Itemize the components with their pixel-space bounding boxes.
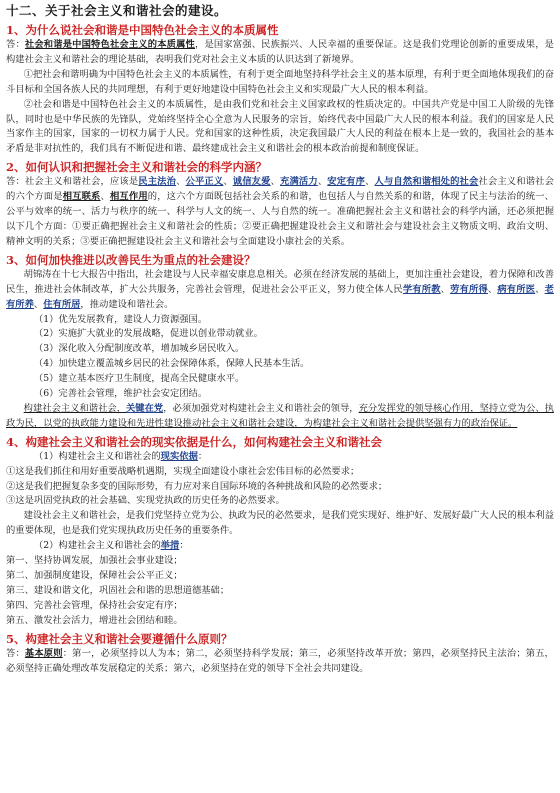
q3-goal: 老有所养 bbox=[6, 283, 554, 310]
separator: 、 bbox=[440, 283, 451, 295]
q3-paragraph-1 bbox=[6, 268, 554, 313]
q2-feature: 公平正义 bbox=[185, 176, 224, 188]
q5-heading: 5、构建社会主义和谐社会要遵循什么原则？ bbox=[6, 631, 233, 646]
q3-text: ，必须加强党对构建社会主义和谐社会的领导， bbox=[163, 402, 359, 414]
q3-goal: 住有所居 bbox=[43, 298, 81, 310]
q4-reason: ③这是巩固党执政的社会基础、实现党执政的历史任务的必然要求。 bbox=[6, 495, 285, 507]
q4-text: （1）构建社会主义和谐社会的 bbox=[33, 450, 161, 462]
q4-subheading-2 bbox=[6, 539, 554, 554]
q4-mission: 建设社会主义和谐社会，是我们党坚持立党为公、执政为民的必然要求，是我们党实现好、维护好、发展好最广大人民的根本利益的重要体现，也是我们党实现执政历史任务的重要条件。 bbox=[6, 510, 554, 537]
separator: 、 bbox=[317, 176, 328, 188]
q3-item: （3）深化收入分配制度改革，增加城乡居民收入。 bbox=[33, 343, 245, 355]
q4-measure: 第五、激发社会活力，增进社会团结和睦。 bbox=[6, 614, 183, 626]
q4-key: 现实依据 bbox=[160, 450, 198, 462]
separator: 、 bbox=[365, 176, 375, 188]
q1-paragraph-1: ①把社会和谐明确为中国特色社会主义的本质属性，有利于更全面地坚持科学社会主义的基本原理，有利于更全面地体现我们的奋斗目标和全国各族人民的共同理想，有利于更好地建设中国特色社会主义和实现最广大人民的根本利益。 bbox=[6, 68, 554, 95]
q2-link-2: 相互作用 bbox=[109, 191, 148, 203]
q3-text-underlined: 充分发挥党的领导核心作用，坚持立党为公、执政为民，以党的执政能力建设和先进性建设推动社会主义和谐社会建设，为构建社会主义和谐社会提供坚强有力的政治保证。 bbox=[6, 402, 554, 429]
q2-link-1: 相互联系 bbox=[62, 191, 101, 203]
separator: 、 bbox=[223, 176, 233, 188]
q2-feature: 民主法治 bbox=[138, 176, 177, 188]
q2-heading: 2、如何认识和把握社会主义和谐社会的科学内涵？ bbox=[6, 160, 267, 175]
separator: 、 bbox=[535, 283, 545, 295]
section-title: 十二、关于社会主义和谐社会的建设。 bbox=[6, 3, 228, 18]
q3-item: （5）建立基本医疗卫生制度，提高全民健康水平。 bbox=[33, 373, 245, 385]
q1-heading: 1、为什么说社会和谐是中国特色社会主义的本质属性 bbox=[6, 23, 279, 37]
q3-goal: 学有所教 bbox=[402, 283, 441, 295]
separator: 、 bbox=[487, 283, 498, 295]
q2-feature: 人与自然和谐相处的社会 bbox=[374, 176, 479, 188]
q3-text: 胡锦涛在十七大报告中指出，社会建设与人民幸福安康息息相关。必须在经济发展的基础上，更加注重社会建设，着力保障和改善民生，推进社会体制改革，扩大公共服务，完善社会管理，促进社会公平正义，努力使全体人民 bbox=[6, 268, 554, 295]
q4-reason: ①这是我们抓住和用好重要战略机遇期，实现全面建设小康社会宏伟目标的必然要求； bbox=[6, 465, 360, 477]
q4-measure: 第一、坚持协调发展，加强社会事业建设； bbox=[6, 555, 183, 567]
q4-heading: 4、构建社会主义和谐社会的现实依据是什么，如何构建社会主义和谐社会 bbox=[6, 434, 382, 449]
q2-feature: 安定有序 bbox=[327, 176, 366, 188]
q2-feature: 充满活力 bbox=[280, 176, 318, 188]
q3-goal: 劳有所得 bbox=[450, 283, 488, 295]
q3-item: （6）完善社会管理，维护社会安定团结。 bbox=[33, 388, 208, 400]
q2-answer bbox=[6, 175, 554, 250]
q1-paragraph-2: ②社会和谐是中国特色社会主义的本质属性，是由我们党和社会主义国家政权的性质决定的。中国共产党是中国工人阶级的先锋队，同时也是中华民族的先锋队，党始终坚持全心全意为人民服务的宗旨，始终代表中国最广大人民的根本利益。我们的国家是人民当家作主的国家，国家的一切权力属于人民。党和国家的这种性质，决定我国最广大人民的利益在根本上是一致的，我国社会的基本矛盾是非对抗性的，我们具有不断促进和谐、最终建成社会主义和谐社会的根本政治前提和制度保证。 bbox=[6, 98, 554, 155]
q2-mid: 社会主义和谐社会的六个方面是 bbox=[6, 176, 554, 203]
q3-goal: 病有所医 bbox=[497, 283, 536, 295]
q4-text: （2）构建社会主义和谐社会的 bbox=[33, 540, 161, 552]
q3-item: （4）加快建立覆盖城乡居民的社会保障体系，保障人民基本生活。 bbox=[33, 358, 310, 370]
q4-measure: 第三、建设和谐文化，巩固社会和谐的思想道德基础； bbox=[6, 584, 230, 596]
q4-text: ： bbox=[179, 540, 189, 552]
answer-label: 答： bbox=[6, 647, 25, 659]
q5-answer bbox=[6, 647, 554, 677]
q3-paragraph-2 bbox=[6, 402, 554, 432]
q3-text: ，推动建设和谐社会。 bbox=[80, 298, 174, 310]
q4-measure: 第四、完善社会管理，保持社会安定有序； bbox=[6, 599, 183, 611]
q2-intro: 社会主义和谐社会，应该是 bbox=[24, 176, 139, 188]
q2-feature: 诚信友爱 bbox=[232, 176, 271, 188]
q3-item: （2）实施扩大就业的发展战略，促进以创业带动就业。 bbox=[33, 328, 263, 340]
q4-reason: ②这是我们把握复杂多变的国际形势，有力应对来自国际环境的各种挑战和风险的必然要求； bbox=[6, 480, 388, 492]
q4-key: 举措 bbox=[160, 540, 180, 552]
separator: 、 bbox=[270, 176, 281, 188]
q1-answer-rest: ，是国家富强、民族振兴、人民幸福的重要保证。这是我们党理论创新的重要成果，是构建社会主义和谐社会的理论基础，表明我们党对社会主义本质的认识达到了新境界。 bbox=[6, 39, 554, 65]
q4-text: ： bbox=[197, 450, 208, 462]
q5-key: 基本原则 bbox=[24, 647, 63, 659]
answer-label: 答： bbox=[6, 176, 25, 188]
q4-measure: 第二、加强制度建设，保障社会公平正义； bbox=[6, 570, 183, 581]
q3-key: 关键在党 bbox=[126, 402, 164, 414]
q1-answer-key: 社会和谐是中国特色社会主义的本质属性 bbox=[24, 39, 196, 50]
q1-answer bbox=[6, 38, 554, 68]
answer-label: 答： bbox=[6, 39, 25, 50]
separator: 、 bbox=[100, 191, 110, 203]
q5-text: ：第一，必须坚持以人为本；第二，必须坚持科学发展；第三，必须坚持改革开放；第四，必须坚持民主法治；第五，必须坚持正确处理改革发展稳定的关系；第六，必须坚持在党的领导下全社会共同建设。 bbox=[6, 647, 554, 674]
q2-rest: 的，这六个方面既包括社会关系的和谐，也包括人与自然关系的和谐，体现了民主与法治的统一、公平与效率的统一、活力与秩序的统一、科学与人文的统一、人与自然的统一。准确把握社会主义和谐社会的科学内涵，还必须把握以下几个方面：①要正确把握社会主义和谐社会的性质；②要正确把握建设社会主义和谐社会与建设社会主义物质文明、政治文明、精神文明的关系；③要正确把握建设社会主义和谐社会与全面建设小康社会的关系。 bbox=[6, 191, 554, 247]
q4-subheading-1 bbox=[6, 450, 554, 465]
separator: 、 bbox=[176, 176, 186, 188]
q3-text: 构建社会主义和谐社会， bbox=[23, 402, 126, 414]
q3-heading: 3、如何加快推进以改善民生为重点的社会建设？ bbox=[6, 252, 256, 267]
separator: 、 bbox=[33, 298, 44, 310]
q3-item: （1）优先发展教育，建设人力资源强国。 bbox=[33, 313, 208, 325]
